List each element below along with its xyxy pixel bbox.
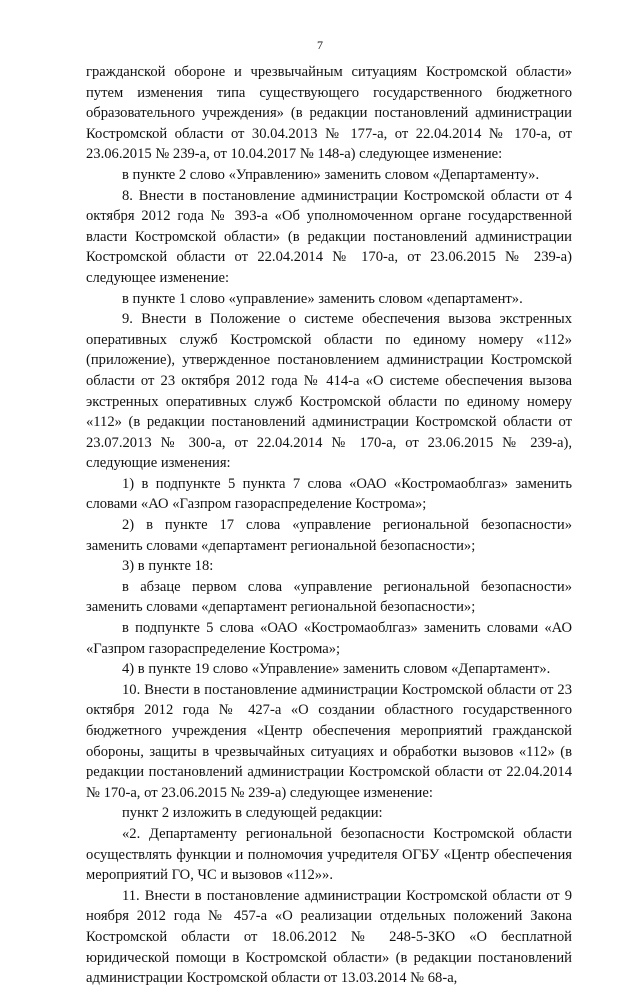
document-body (86, 62, 572, 989)
paragraph-9-item-2: 2) в пункте 17 слова «управление региональной безопасности» заменить словами «департамент региональной безопасности»; (86, 517, 572, 554)
paragraph-10: 10. Внести в постановление администрации Костромской области от 23 октября 2012 года № 427-а «О создании областного государственного бюджетного учреждения «Центр обеспечения мероприятий гражданской обороны, защиты в чрезвычайных ситуациях и обработки вызовов «112» (в редакции постановлений администрации Костромской области от 22.04.2014 № 170-а, от 23.06.2015 № 239-а) следующее изменение: (86, 681, 572, 801)
paragraph-8: 8. Внести в постановление администрации Костромской области от 4 октября 2012 года № 393-а «Об уполномоченном органе государственной власти Костромской области» (в редакции постановлений администрации Костромской области от 22.04.2014 № 170-а, от 23.06.2015 № 239-а) следующее изменение: (86, 187, 572, 286)
paragraph-7-amendment: в пункте 2 слово «Управлению» заменить словом «Департаменту». (122, 166, 540, 183)
paragraph-10-new-text: «2. Департаменту региональной безопасности Костромской области осуществлять функции и полномочия учредителя ОГБУ «Центр обеспечения мероприятий ГО, ЧС и вызовов «112»». (86, 825, 572, 884)
paragraph-9-item-1: 1) в подпункте 5 пункта 7 слова «ОАО «Костромаоблгаз» заменить словами «АО «Газпром газораспределение Кострома»; (86, 475, 572, 513)
paragraph-8-amendment: в пункте 1 слово «управление» заменить словом «департамент». (122, 290, 523, 307)
paragraph-9-item-4: 4) в пункте 19 слово «Управление» заменить словом «Департамент». (122, 661, 551, 678)
paragraph-continuation: гражданской обороне и чрезвычайным ситуациям Костромской области» путем изменения типа существующего государственного бюджетного образовательного учреждения» (в редакции постановлений администрации Костромской области от 30.04.2013 № 177-а, от 22.04.2014 № 170-а, от 23.06.2015 № 239-а, от 10.04.2017 № 148-а) следующее изменение: (86, 64, 572, 163)
paragraph-9-item-3-b: в подпункте 5 слова «ОАО «Костромаоблгаз» заменить словами «АО «Газпром газораспределение Кострома»; (86, 620, 572, 657)
paragraph-10-amendment: пункт 2 изложить в следующей редакции: (122, 805, 383, 822)
paragraph-9-item-3-a: в абзаце первом слова «управление региональной безопасности» заменить словами «департамент региональной безопасности»; (86, 578, 572, 616)
paragraph-9: 9. Внести в Положение о системе обеспечения вызова экстренных оперативных служб Костромской области по единому номеру «112» (приложение), утвержденное постановлением администрации Костромской области от 23 октября 2012 года № 414-а «О системе обеспечения вызова экстренных оперативных служб Костромской области по единому номеру «112» (в редакции постановлений администрации Костромской области от 23.07.2013 № 300-а, от 22.04.2014 № 170-а, от 23.06.2015 № 239-а), следующие изменения: (86, 311, 572, 472)
paragraph-11: 11. Внести в постановление администрации Костромской области от 9 ноября 2012 года № 457-а «О реализации отдельных положений Закона Костромской области от 18.06.2012 № 248-5-ЗКО «О бесплатной юридической помощи в Костромской области» (в редакции постановлений администрации Костромской области от 13.03.2014 № 68-а, (86, 887, 572, 987)
paragraph-9-item-3: 3) в пункте 18: (122, 558, 214, 575)
page-number: 7 (317, 38, 323, 52)
